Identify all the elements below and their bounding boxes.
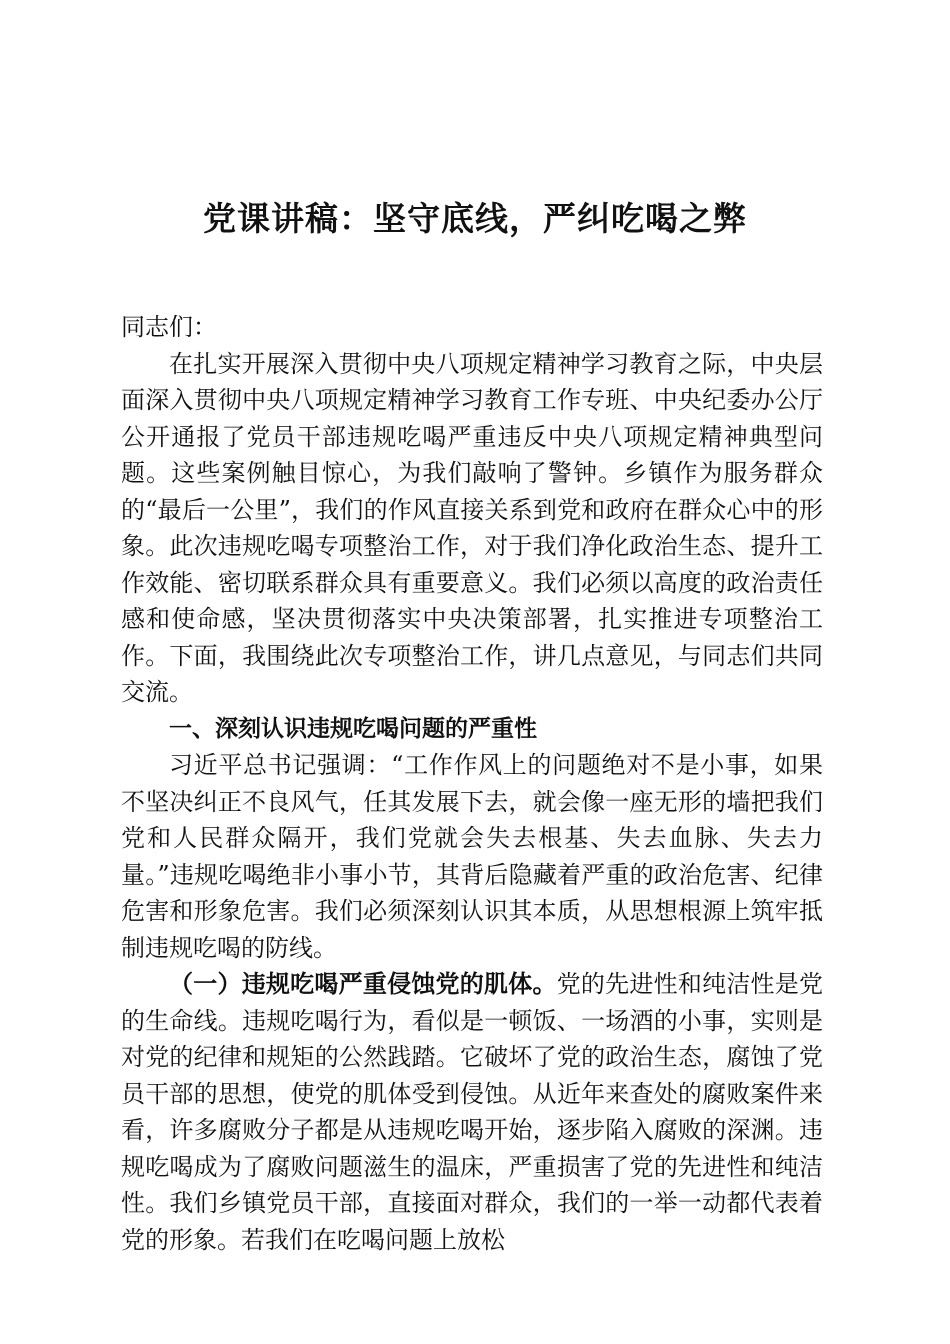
section-paragraph: 习近平总书记强调：“工作作风上的问题绝对不是小事，如果不坚决纠正不良风气，任其发展下去，就会像一座无形的墙把我们党和人民群众隔开，我们党就会失去根基、失去血脉、失去力量。”违规吃喝绝非小事小节，其背后隐藏着严重的政治危害、纪律危害和形象危害。我们必须深刻认识其本质，从思想根源上筑牢抵制违规吃喝的防线。 [121,751,823,962]
section-heading: 一、深刻认识违规吃喝问题的严重性 [169,715,537,742]
document-body [121,309,823,1258]
intro-paragraph: 在扎实开展深入贯彻中央八项规定精神学习教育之际，中央层面深入贯彻中央八项规定精神学习教育工作专班、中央纪委办公厅公开通报了党员干部违规吃喝严重违反中央八项规定精神典型问题。这些案例触目惊心，为我们敲响了警钟。乡镇作为服务群众的“最后一公里”，我们的作风直接关系到党和政府在群众心中的形象。此次违规吃喝专项整治工作，对于我们净化政治生态、提升工作效能、密切联系群众具有重要意义。我们必须以高度的政治责任感和使命感，坚决贯彻落实中央决策部署，扎实推进专项整治工作。下面，我围绕此次专项整治工作，讲几点意见，与同志们共同交流。 [121,349,823,706]
document-title: 党课讲稿：坚守底线，严纠吃喝之弊 [203,199,747,238]
salutation: 同志们： [121,313,217,341]
subsection-text: 党的先进性和纯洁性是党的生命线。违规吃喝行为，看似是一顿饭、一场酒的小事，实则是对党的纪律和规矩的公然践踏。它破坏了党的政治生态，腐蚀了党员干部的思想，使党的肌体受到侵蚀。从近年来查处的腐败案件来看，许多腐败分子都是从违规吃喝开始，逐步陷入腐败的深渊。违规吃喝成为了腐败问题滋生的温床，严重损害了党的先进性和纯洁性。我们乡镇党员干部，直接面对群众，我们的一举一动都代表着党的形象。若我们在吃喝问题上放松 [121,970,824,1254]
subsection-paragraph [121,966,823,1258]
subsection-heading: （一）违规吃喝严重侵蚀党的肌体。 [169,969,557,998]
